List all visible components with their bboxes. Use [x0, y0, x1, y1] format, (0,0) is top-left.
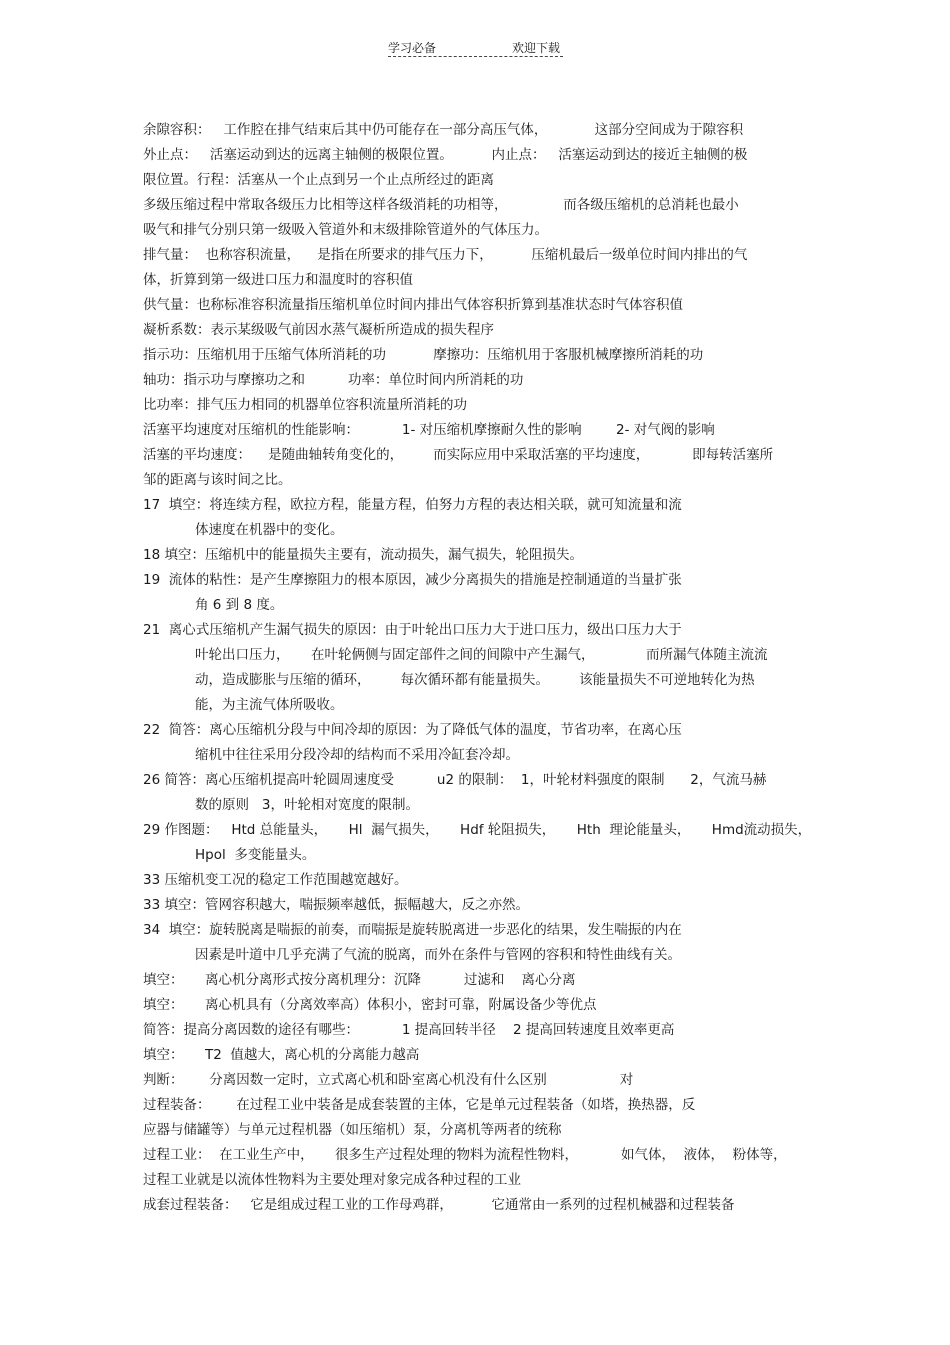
- text-line: 过程工业就是以流体性物料为主要处理对象完成各种过程的工业: [143, 1172, 521, 1188]
- text-line: 17 填空：将连续方程，欧拉方程，能量方程，伯努力方程的表达相关联，就可知流量和流: [143, 497, 682, 513]
- text-line: 判断： 分离因数一定时，立式离心机和卧室离心机没有什么区别 对: [143, 1072, 634, 1088]
- text-line: 简答：提高分离因数的途径有哪些： 1 提高回转半径 2 提高回转速度且效率更高: [143, 1022, 675, 1038]
- text-line-indented: 缩机中往往采用分段冷却的结构而不采用冷缸套冷却。: [195, 747, 519, 763]
- text-line: 邹的距离与该时间之比。: [143, 472, 292, 488]
- text-line-indented: 因素是叶道中几乎充满了气流的脱离，而外在条件与管网的容积和特性曲线有关。: [195, 947, 681, 963]
- text-line: 33 压缩机变工况的稳定工作范围越宽越好。: [143, 872, 408, 888]
- text-line: 33 填空：管网容积越大，喘振频率越低，振幅越大，反之亦然。: [143, 897, 529, 913]
- text-line: 19 流体的粘性：是产生摩擦阻力的根本原因，减少分离损失的措施是控制通道的当量扩张: [143, 572, 682, 588]
- text-line: 指示功：压缩机用于压缩气体所消耗的功 摩擦功：压缩机用于客服机械摩擦所消耗的功: [143, 347, 704, 363]
- text-line: 26 简答：离心压缩机提高叶轮圆周速度受 u2 的限制： 1，叶轮材料强度的限制 2，气流马赫: [143, 772, 767, 788]
- header-right-text: 欢迎下载: [512, 41, 561, 55]
- text-line-indented: 叶轮出口压力， 在叶轮俩侧与固定部件之间的间隙中产生漏气， 而所漏气体随主流流: [195, 647, 768, 663]
- text-line: 填空： 离心机分离形式按分离机理分：沉降 过滤和 离心分离: [143, 972, 576, 988]
- text-line: 18 填空：压缩机中的能量损失主要有，流动损失，漏气损失，轮阻损失。: [143, 547, 583, 563]
- text-line: 应器与储罐等）与单元过程机器（如压缩机）泵，分离机等两者的统称: [143, 1122, 562, 1138]
- text-line: 外止点： 活塞运动到达的远离主轴侧的极限位置。 内止点： 活塞运动到达的接近主轴侧的极: [143, 147, 748, 163]
- text-line: 比功率：排气压力相同的机器单位容积流量所消耗的功: [143, 397, 467, 413]
- text-line: 填空： 离心机具有（分离效率高）体积小，密封可靠，附属设备少等优点: [143, 997, 597, 1013]
- text-line-indented: 角 6 到 8 度。: [195, 597, 284, 613]
- text-line: 吸气和排气分别只第一级吸入管道外和末级排除管道外的气体压力。: [143, 222, 548, 238]
- text-line: 供气量：也称标准容积流量指压缩机单位时间内排出气体容积折算到基准状态时气体容积值: [143, 297, 683, 313]
- text-line: 多级压缩过程中常取各级压力比相等这样各级消耗的功相等， 而各级压缩机的总消耗也最小: [143, 197, 739, 213]
- text-line: 体，折算到第一级进口压力和温度时的容积值: [143, 272, 413, 288]
- text-line: 34 填空：旋转脱离是喘振的前奏，而喘振是旋转脱离进一步恶化的结果，发生喘振的内在: [143, 922, 682, 938]
- text-line: 过程工业： 在工业生产中， 很多生产过程处理的物料为流程性物料， 如气体， 液体， 粉体等，: [143, 1147, 787, 1163]
- text-line-indented: 动，造成膨胀与压缩的循环， 每次循环都有能量损失。 该能量损失不可逆地转化为热: [195, 672, 755, 688]
- page-header: [388, 40, 563, 58]
- text-line: 限位置。行程：活塞从一个止点到另一个止点所经过的距离: [143, 172, 494, 188]
- text-line: 过程装备： 在过程工业中装备是成套装置的主体，它是单元过程装备（如塔，换热器，反: [143, 1097, 696, 1113]
- header-dashed-rule: [388, 56, 563, 57]
- text-line: 轴功：指示功与摩擦功之和 功率：单位时间内所消耗的功: [143, 372, 524, 388]
- text-line: 29 作图题： Htd 总能量头， Hl 漏气损失， Hdf 轮阻损失， Hth 理论能量头， Hmd流动损失，: [143, 822, 812, 838]
- text-line-indented: Hpol 多变能量头。: [195, 847, 316, 863]
- header-left-text: 学习必备: [388, 41, 437, 55]
- text-line: 21 离心式压缩机产生漏气损失的原因：由于叶轮出口压力大于进口压力，级出口压力大于: [143, 622, 682, 638]
- text-line: 成套过程装备： 它是组成过程工业的工作母鸡群， 它通常由一系列的过程机械器和过程装备: [143, 1197, 735, 1213]
- document-body: [143, 118, 812, 1218]
- text-line: 活塞平均速度对压缩机的性能影响： 1- 对压缩机摩擦耐久性的影响 2- 对气阀的影响: [143, 422, 715, 438]
- text-line: 22 简答：离心压缩机分段与中间冷却的原因：为了降低气体的温度，节省功率，在离心压: [143, 722, 682, 738]
- text-line: 活塞的平均速度： 是随曲轴转角变化的， 而实际应用中采取活塞的平均速度， 即每转活塞所: [143, 447, 774, 463]
- text-line-indented: 体速度在机器中的变化。: [195, 522, 344, 538]
- text-line: 余隙容积： 工作腔在排气结束后其中仍可能存在一部分高压气体， 这部分空间成为于隙容积: [143, 122, 744, 138]
- text-line: 填空： T2 值越大，离心机的分离能力越高: [143, 1047, 420, 1063]
- text-line-indented: 能，为主流气体所吸收。: [195, 697, 344, 713]
- text-line: 凝析系数：表示某级吸气前因水蒸气凝析所造成的损失程序: [143, 322, 494, 338]
- text-line-indented: 数的原则 3，叶轮相对宽度的限制。: [195, 797, 419, 813]
- text-line: 排气量： 也称容积流量， 是指在所要求的排气压力下， 压缩机最后一级单位时间内排出的气: [143, 247, 748, 263]
